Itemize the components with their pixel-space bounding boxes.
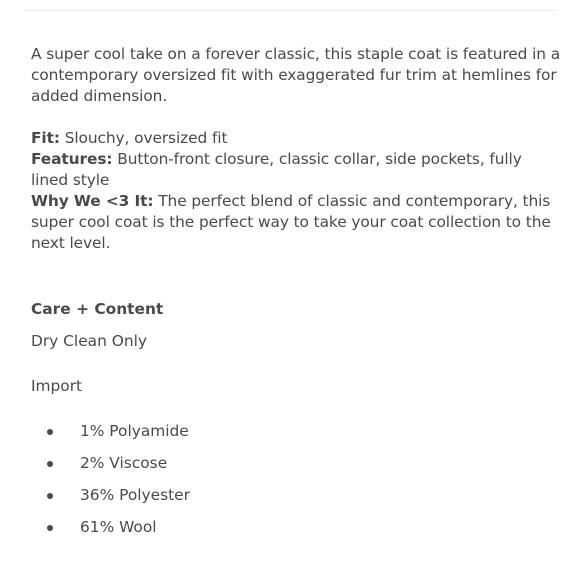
- features-label: Features:: [31, 150, 113, 168]
- features-value: Button-front closure, classic collar, side pockets, fully lined style: [31, 150, 522, 189]
- list-item: [31, 453, 561, 485]
- care-origin: Import: [31, 377, 83, 395]
- why-value: The perfect blend of classic and contemporary, this super cool coat is the perfect way to take your coat collection to the next level.: [31, 192, 551, 252]
- list-item: [31, 485, 561, 517]
- list-item: [31, 421, 561, 453]
- bullet-icon: [47, 493, 53, 499]
- bullet-icon: [47, 525, 53, 531]
- features-detail: [31, 149, 561, 191]
- fit-detail: [31, 128, 561, 149]
- care-instructions: Dry Clean Only: [31, 332, 148, 350]
- bullet-icon: [47, 429, 53, 435]
- fit-label: Fit:: [31, 129, 60, 147]
- why-label: Why We <3 It:: [31, 192, 154, 210]
- list-item: [31, 517, 561, 549]
- product-description: [31, 44, 561, 549]
- material-text: 1% Polyamide: [80, 422, 189, 440]
- bullet-icon: [47, 461, 53, 467]
- material-text: 36% Polyester: [80, 486, 190, 504]
- care-heading: Care + Content: [31, 300, 164, 318]
- intro-paragraph: A super cool take on a forever classic, this staple coat is featured in a contemporary oversized fit with exaggerated fur trim at hemlines for added dimension.: [31, 45, 561, 105]
- why-detail: [31, 191, 561, 254]
- product-details: [31, 128, 561, 254]
- material-text: 61% Wool: [80, 518, 157, 536]
- materials-list: [31, 421, 561, 549]
- material-text: 2% Viscose: [80, 454, 168, 472]
- top-divider: [24, 10, 556, 11]
- fit-value: Slouchy, oversized fit: [59, 129, 228, 147]
